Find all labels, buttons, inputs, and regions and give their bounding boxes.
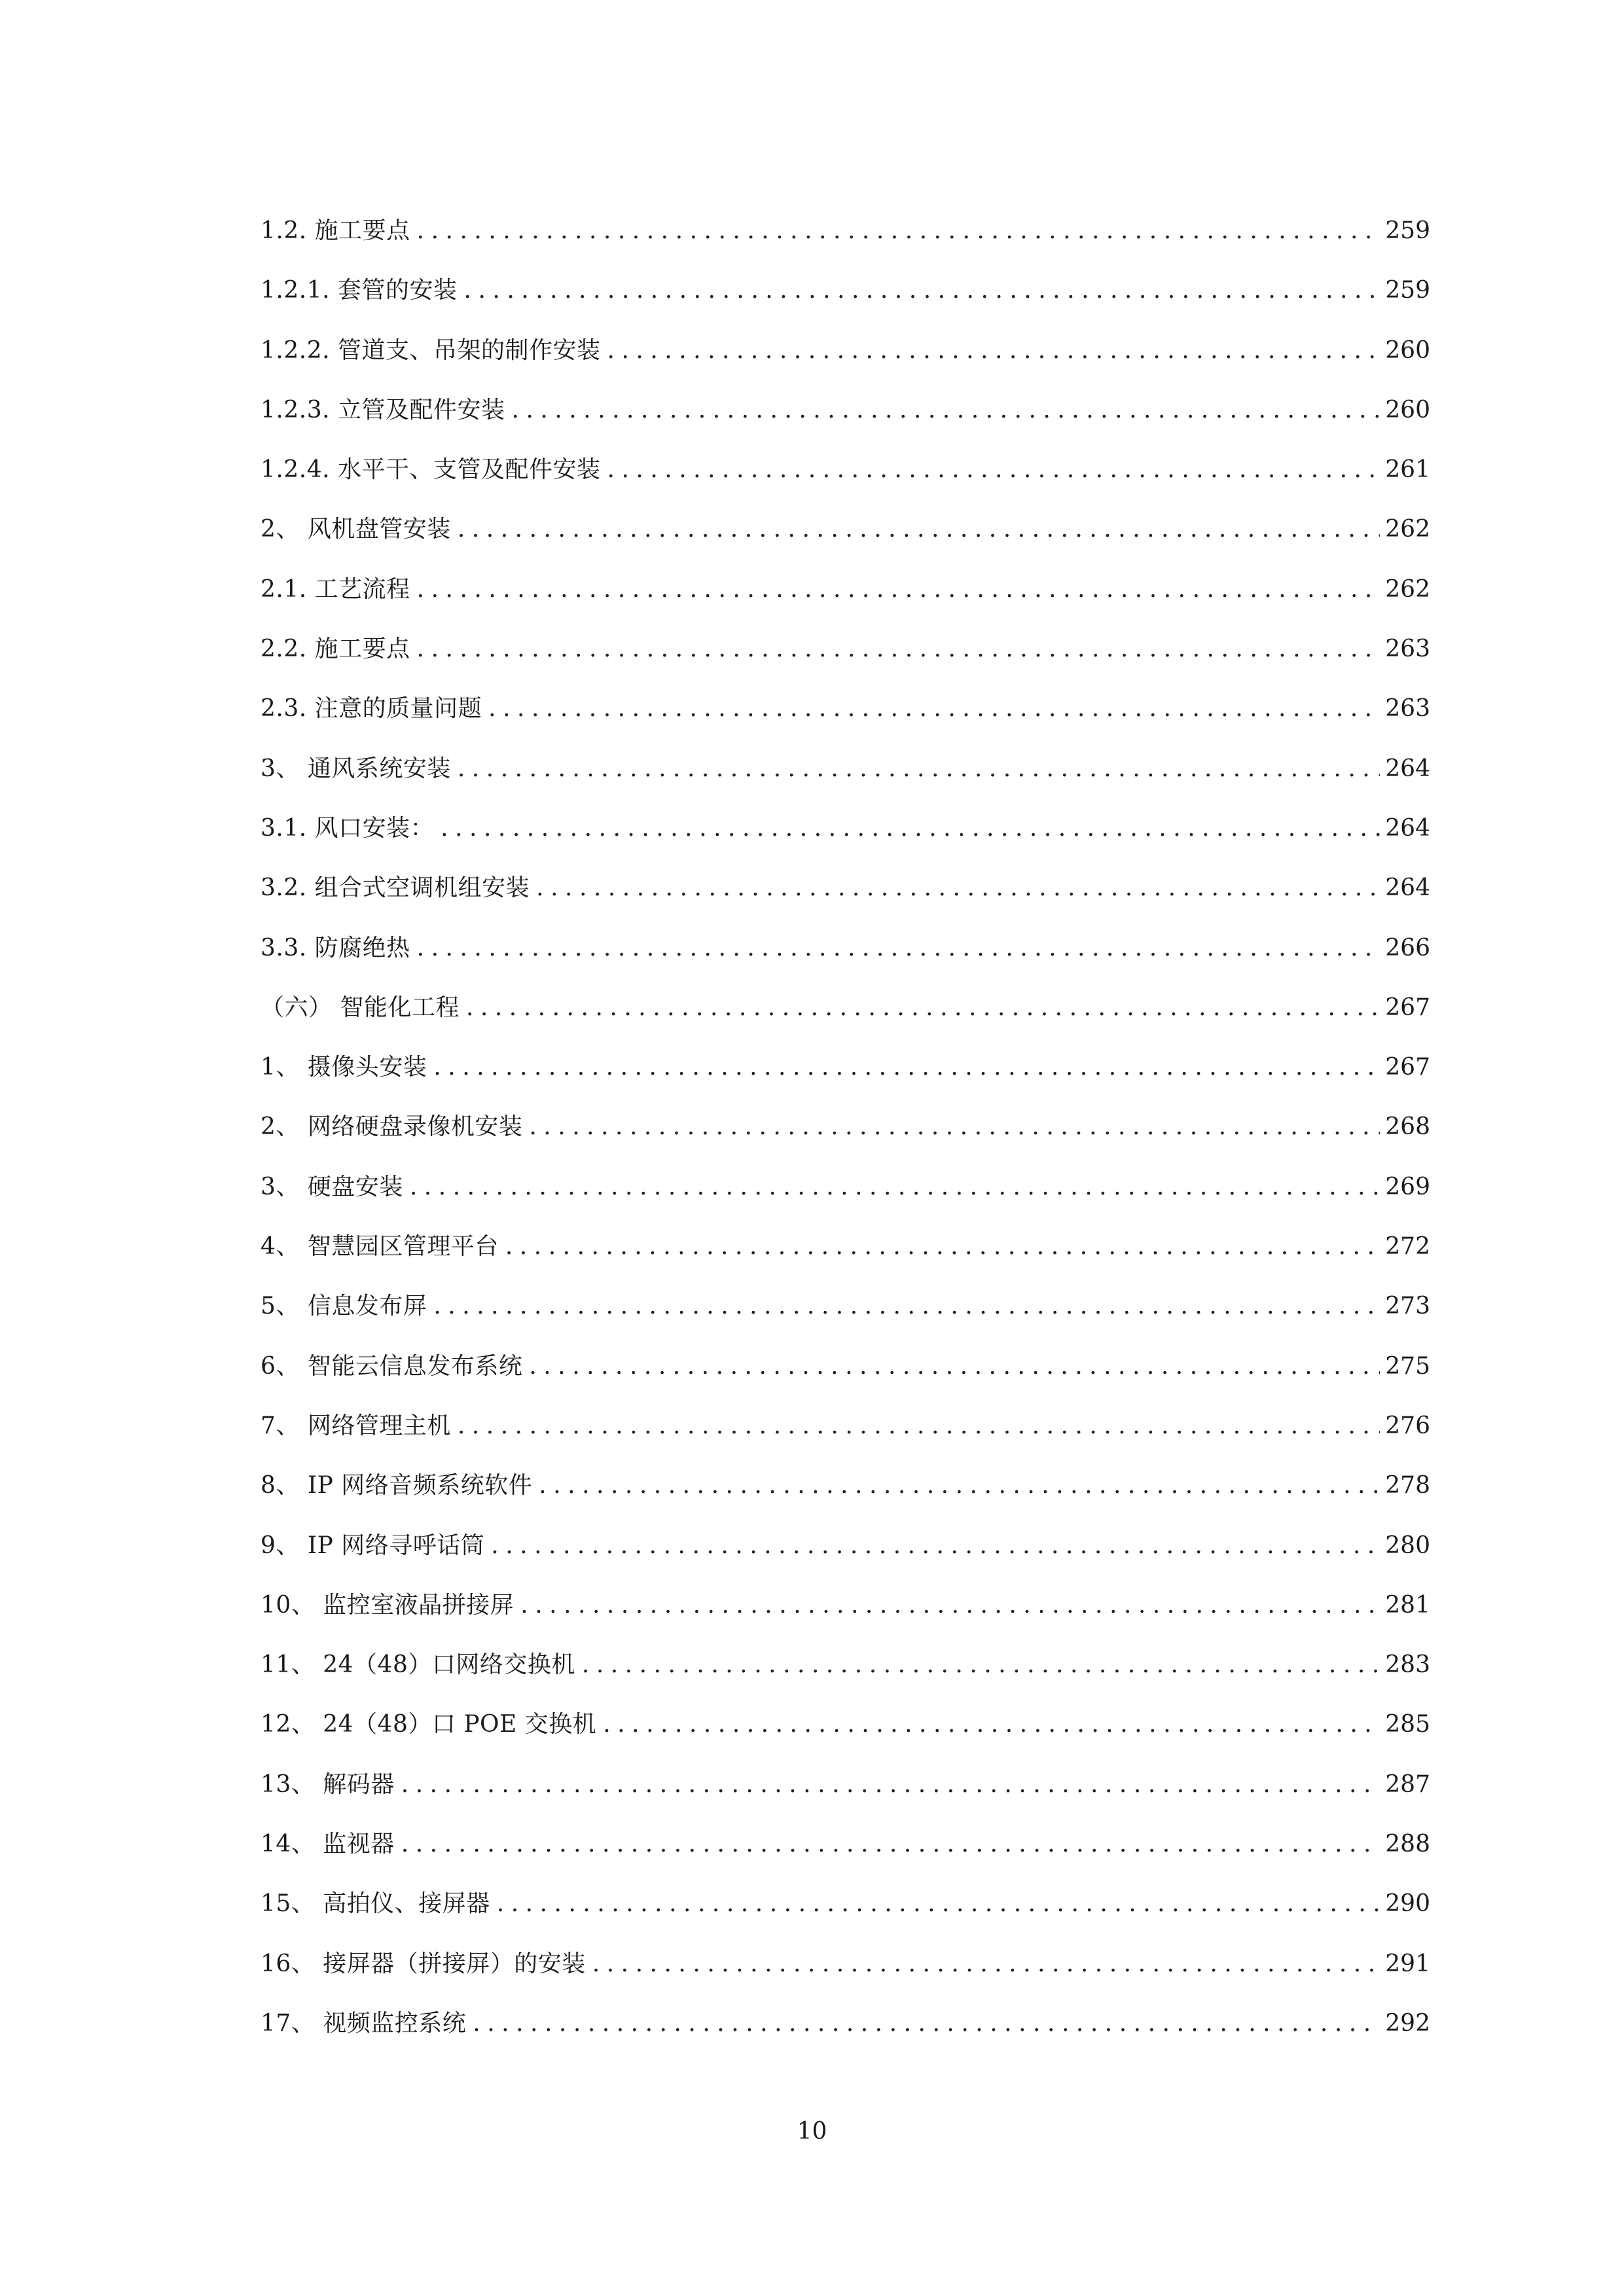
- toc-entry[interactable]: [261, 1109, 1430, 1168]
- toc-entry-page-number: 280: [1385, 1532, 1430, 1559]
- toc-entry-page-number: 262: [1385, 516, 1430, 543]
- toc-entry[interactable]: [261, 272, 1430, 332]
- toc-entry-page-number: 268: [1385, 1113, 1430, 1141]
- page-number: 10: [797, 2118, 827, 2145]
- toc-entry[interactable]: [261, 1946, 1430, 2005]
- toc-entry-page-number: 259: [1385, 217, 1430, 244]
- toc-leader-dots: [520, 1587, 1380, 1624]
- toc-leader-dots: [458, 751, 1380, 787]
- toc-leader-dots: [458, 1408, 1380, 1444]
- toc-entry-page-number: 266: [1385, 934, 1430, 961]
- toc-leader-dots: [582, 1647, 1380, 1683]
- toc-entry-title: 2.2. 施工要点: [261, 636, 410, 663]
- toc-entry-title: 10、 监控室液晶拼接屏: [261, 1591, 514, 1619]
- toc-leader-dots: [607, 452, 1380, 488]
- toc-entry-title: 8、 IP 网络音频系统软件: [261, 1472, 533, 1499]
- toc-entry-title: 1、 摄像头安装: [261, 1054, 427, 1081]
- toc-entry[interactable]: [261, 930, 1430, 990]
- toc-entry-page-number: 283: [1385, 1651, 1430, 1679]
- toc-leader-dots: [488, 691, 1380, 727]
- toc-entry-page-number: 260: [1385, 396, 1430, 423]
- toc-entry[interactable]: [261, 1528, 1430, 1587]
- toc-entry-page-number: 276: [1385, 1412, 1430, 1439]
- toc-entry-title: 2.3. 注意的质量问题: [261, 695, 482, 723]
- toc-leader-dots: [464, 272, 1380, 309]
- toc-entry-page-number: 281: [1385, 1591, 1430, 1619]
- toc-entry-title: 9、 IP 网络寻呼话筒: [261, 1532, 485, 1559]
- toc-leader-dots: [473, 2005, 1380, 2042]
- toc-entry-page-number: 269: [1385, 1173, 1430, 1200]
- toc-entry-title: 1.2.2. 管道支、吊架的制作安装: [261, 336, 601, 364]
- toc-entry[interactable]: [261, 990, 1430, 1049]
- toc-entry[interactable]: [261, 571, 1430, 631]
- toc-leader-dots: [433, 1288, 1380, 1325]
- toc-entry[interactable]: [261, 1826, 1430, 1886]
- toc-entry-title: 4、 智慧园区管理平台: [261, 1233, 499, 1261]
- toc-leader-dots: [529, 1109, 1380, 1145]
- toc-leader-dots: [505, 1229, 1380, 1265]
- toc-entry[interactable]: [261, 1767, 1430, 1826]
- toc-entry-page-number: 263: [1385, 695, 1430, 723]
- toc-leader-dots: [401, 1767, 1380, 1803]
- toc-entry-title: 2、 风机盘管安装: [261, 516, 451, 543]
- toc-entry[interactable]: [261, 691, 1430, 750]
- toc-leader-dots: [417, 930, 1380, 967]
- toc-entry-title: 1.2.1. 套管的安装: [261, 277, 458, 304]
- toc-entry[interactable]: [261, 213, 1430, 272]
- toc-entry-title: 2、 网络硬盘录像机安装: [261, 1113, 523, 1141]
- toc-entry-page-number: 263: [1385, 636, 1430, 663]
- toc-leader-dots: [433, 1049, 1380, 1086]
- toc-entry-page-number: 264: [1385, 874, 1430, 902]
- toc-entry-page-number: 262: [1385, 575, 1430, 603]
- toc-entry[interactable]: [261, 1467, 1430, 1527]
- toc-entry-page-number: 260: [1385, 336, 1430, 364]
- toc-entry-title: 17、 视频监控系统: [261, 2009, 467, 2037]
- toc-entry-title: 3、 通风系统安装: [261, 755, 451, 782]
- toc-entry[interactable]: [261, 1229, 1430, 1288]
- toc-leader-dots: [497, 1886, 1380, 1922]
- table-of-contents: [261, 213, 1430, 2065]
- toc-entry-page-number: 275: [1385, 1352, 1430, 1380]
- toc-entry-title: （六） 智能化工程: [261, 994, 460, 1021]
- toc-leader-dots: [401, 1826, 1380, 1863]
- toc-entry-title: 11、 24（48）口网络交换机: [261, 1651, 575, 1679]
- toc-entry-title: 3、 硬盘安装: [261, 1173, 403, 1200]
- toc-entry[interactable]: [261, 810, 1430, 870]
- toc-entry-title: 15、 高拍仪、接屏器: [261, 1890, 490, 1918]
- toc-entry-title: 3.3. 防腐绝热: [261, 934, 410, 961]
- toc-leader-dots: [458, 511, 1380, 548]
- toc-entry[interactable]: [261, 870, 1430, 929]
- toc-entry-title: 1.2.4. 水平干、支管及配件安装: [261, 456, 601, 484]
- toc-entry-page-number: 278: [1385, 1472, 1430, 1499]
- toc-leader-dots: [512, 392, 1380, 429]
- toc-entry-page-number: 287: [1385, 1770, 1430, 1798]
- toc-entry-title: 14、 监视器: [261, 1831, 395, 1858]
- toc-entry-title: 7、 网络管理主机: [261, 1412, 451, 1439]
- toc-entry-page-number: 273: [1385, 1293, 1430, 1320]
- toc-leader-dots: [441, 810, 1380, 847]
- toc-entry[interactable]: [261, 631, 1430, 691]
- toc-entry-title: 3.1. 风口安装：: [261, 814, 435, 842]
- toc-entry[interactable]: [261, 511, 1430, 571]
- toc-entry[interactable]: [261, 1348, 1430, 1408]
- toc-leader-dots: [607, 332, 1380, 369]
- toc-entry[interactable]: [261, 751, 1430, 810]
- toc-leader-dots: [529, 1348, 1380, 1385]
- toc-entry-page-number: 264: [1385, 814, 1430, 842]
- toc-entry[interactable]: [261, 1587, 1430, 1647]
- toc-entry[interactable]: [261, 1647, 1430, 1706]
- toc-entry[interactable]: [261, 1706, 1430, 1766]
- toc-entry[interactable]: [261, 1169, 1430, 1229]
- toc-entry[interactable]: [261, 1886, 1430, 1945]
- toc-entry-page-number: 285: [1385, 1711, 1430, 1738]
- toc-entry-page-number: 290: [1385, 1890, 1430, 1918]
- toc-leader-dots: [603, 1706, 1380, 1743]
- toc-leader-dots: [466, 990, 1380, 1026]
- toc-leader-dots: [417, 213, 1380, 249]
- toc-leader-dots: [536, 870, 1380, 906]
- toc-entry-title: 3.2. 组合式空调机组安装: [261, 874, 530, 902]
- toc-entry-title: 1.2.3. 立管及配件安装: [261, 396, 505, 423]
- toc-entry-page-number: 291: [1385, 1950, 1430, 1977]
- toc-leader-dots: [592, 1946, 1380, 1982]
- toc-entry-title: 1.2. 施工要点: [261, 217, 410, 244]
- toc-leader-dots: [410, 1169, 1380, 1206]
- toc-entry-title: 12、 24（48）口 POE 交换机: [261, 1711, 597, 1738]
- toc-leader-dots: [539, 1467, 1380, 1504]
- toc-entry-page-number: 288: [1385, 1831, 1430, 1858]
- toc-entry-page-number: 272: [1385, 1233, 1430, 1261]
- toc-entry-title: 2.1. 工艺流程: [261, 575, 410, 603]
- toc-entry-title: 6、 智能云信息发布系统: [261, 1352, 523, 1380]
- toc-leader-dots: [491, 1528, 1380, 1564]
- toc-entry-title: 5、 信息发布屏: [261, 1293, 427, 1320]
- toc-entry[interactable]: [261, 2005, 1430, 2065]
- toc-entry-page-number: 264: [1385, 755, 1430, 782]
- toc-entry-page-number: 267: [1385, 994, 1430, 1021]
- toc-leader-dots: [417, 571, 1380, 608]
- toc-entry[interactable]: [261, 392, 1430, 452]
- toc-entry-page-number: 261: [1385, 456, 1430, 484]
- toc-leader-dots: [417, 631, 1380, 668]
- toc-entry-title: 16、 接屏器（拼接屏）的安装: [261, 1950, 586, 1977]
- toc-entry-page-number: 259: [1385, 277, 1430, 304]
- toc-entry[interactable]: [261, 452, 1430, 511]
- toc-entry[interactable]: [261, 1408, 1430, 1467]
- toc-entry[interactable]: [261, 332, 1430, 392]
- toc-entry[interactable]: [261, 1049, 1430, 1109]
- toc-entry-page-number: 292: [1385, 2009, 1430, 2037]
- toc-entry-title: 13、 解码器: [261, 1770, 395, 1798]
- toc-entry-page-number: 267: [1385, 1054, 1430, 1081]
- toc-entry[interactable]: [261, 1288, 1430, 1348]
